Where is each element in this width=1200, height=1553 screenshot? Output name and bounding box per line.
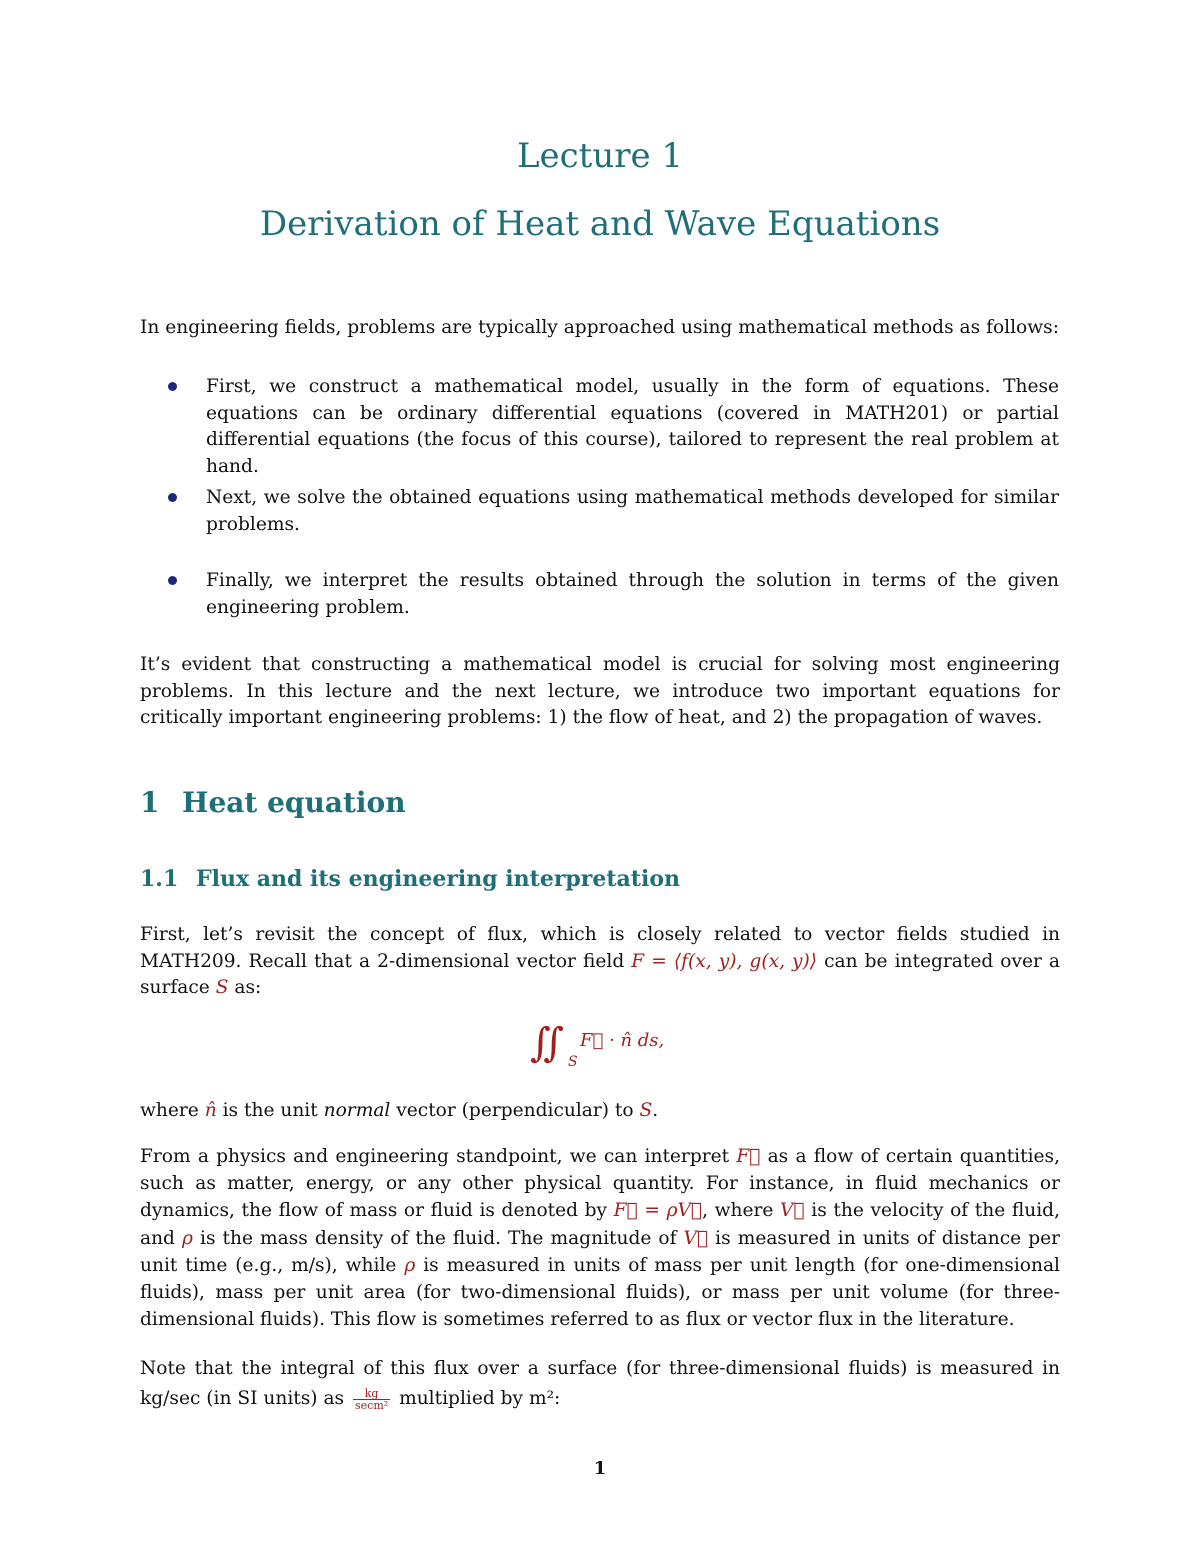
bullet-icon (168, 382, 184, 392)
emphasis-normal: normal (323, 1100, 391, 1121)
section-number: 1 (140, 786, 160, 819)
where-text: where (140, 1100, 205, 1121)
physics-text: as a flow of certain quantities, such as matter, energy, or any other physical quantity. For instance, in fluid mechanics or dynamics, the flow of mass or fluid is denoted by (140, 1146, 1060, 1222)
velocity-symbol: V⃗ (683, 1227, 709, 1249)
integral-subscript: S (568, 1054, 578, 1070)
normal-vector-symbol: n̂ (204, 1100, 217, 1121)
intro-paragraph: In engineering fields, problems are typically approached using mathematical methods as follows: (140, 317, 1059, 338)
list-item: Finally, we interpret the results obtained through the solution in terms of the given engineering problem. (206, 570, 1059, 618)
vector-field-expression: F = ⟨f(x, y), g(x, y)⟩ (631, 950, 818, 972)
page-number: 1 (593, 1458, 607, 1479)
physics-paragraph (140, 1143, 1060, 1333)
density-symbol: ρ (182, 1227, 193, 1249)
fraction-denominator: secm² (355, 1398, 389, 1412)
unit-fraction (353, 1388, 390, 1411)
lecture-number-title: Lecture 1 (516, 136, 684, 176)
flux-paragraph (140, 922, 1060, 1002)
physics-text: is the velocity of the fluid, and (140, 1200, 1060, 1249)
flux-vector-symbol: F⃗ (736, 1146, 761, 1167)
subsection-title: Flux and its engineering interpretation (196, 866, 680, 892)
flux-text: can be integrated over a surface (140, 950, 1060, 998)
lecture-title: Derivation of Heat and Wave Equations (259, 204, 941, 244)
where-text: . (652, 1100, 659, 1121)
physics-text: From a physics and engineering standpoint, we can interpret (140, 1146, 737, 1167)
surface-integral-equation (530, 1020, 690, 1086)
physics-text: is measured in units of mass per unit length (for one-dimensional fluids), mass per unit area (for two-dimensional fluids), or mass per unit volume (for three-dimensional fluids). This flow is sometimes referred to as flux or vector flux in the literature. (140, 1254, 1060, 1331)
subsection-number: 1.1 (140, 866, 179, 892)
mass-flow-expression: F⃗ = ρV⃗ (613, 1200, 703, 1222)
note-paragraph (140, 1354, 1060, 1414)
bullet-icon (168, 493, 184, 503)
note-text: multiplied by m²: (393, 1388, 561, 1409)
evident-paragraph: It’s evident that constructing a mathematical model is crucial for solving most engineering problems. In this lecture and the next lecture, we introduce two important equations for critically important engineering problems: 1) the flow of heat, and 2) the propagation of waves. (140, 654, 1060, 728)
flux-text: as: (228, 977, 262, 998)
fraction-numerator: kg (353, 1388, 390, 1400)
flux-text: First, let’s revisit the concept of flux, which is closely related to vector fields studied in MATH209. Recall that a 2-dimensional vector field (140, 924, 1060, 972)
where-text: vector (perpendicular) to (390, 1100, 640, 1121)
note-text: Note that the integral of this flux over a surface (for three-dimensional fluids) is measured in kg/sec (in SI units) as (140, 1358, 1060, 1409)
where-line (140, 1098, 1060, 1125)
list-item: Next, we solve the obtained equations using mathematical methods developed for similar problems. (206, 487, 1059, 535)
surface-symbol: S (639, 1100, 653, 1121)
double-integral-sign: ∬ (530, 1020, 565, 1066)
physics-text: , where (702, 1200, 781, 1222)
where-text: is the unit (216, 1100, 324, 1121)
density-symbol: ρ (404, 1254, 416, 1276)
velocity-symbol: V⃗ (780, 1200, 805, 1222)
physics-text: is the mass density of the fluid. The magnitude of (192, 1227, 684, 1249)
integrand: F⃗ · n̂ ds, (580, 1030, 665, 1051)
physics-text: is measured in units of distance per unit time (e.g., m/s), while (140, 1227, 1060, 1276)
bullet-icon (168, 576, 184, 586)
surface-symbol: S (215, 977, 229, 998)
section-title: Heat equation (182, 786, 406, 819)
subsection-heading (140, 866, 680, 892)
list-item: First, we construct a mathematical model, usually in the form of equations. These equations can be ordinary differential equations (covered in MATH201) or partial differential equations (the focus of this course), tailored to represent the real problem at hand. (206, 376, 1059, 477)
section-heading (140, 786, 406, 819)
